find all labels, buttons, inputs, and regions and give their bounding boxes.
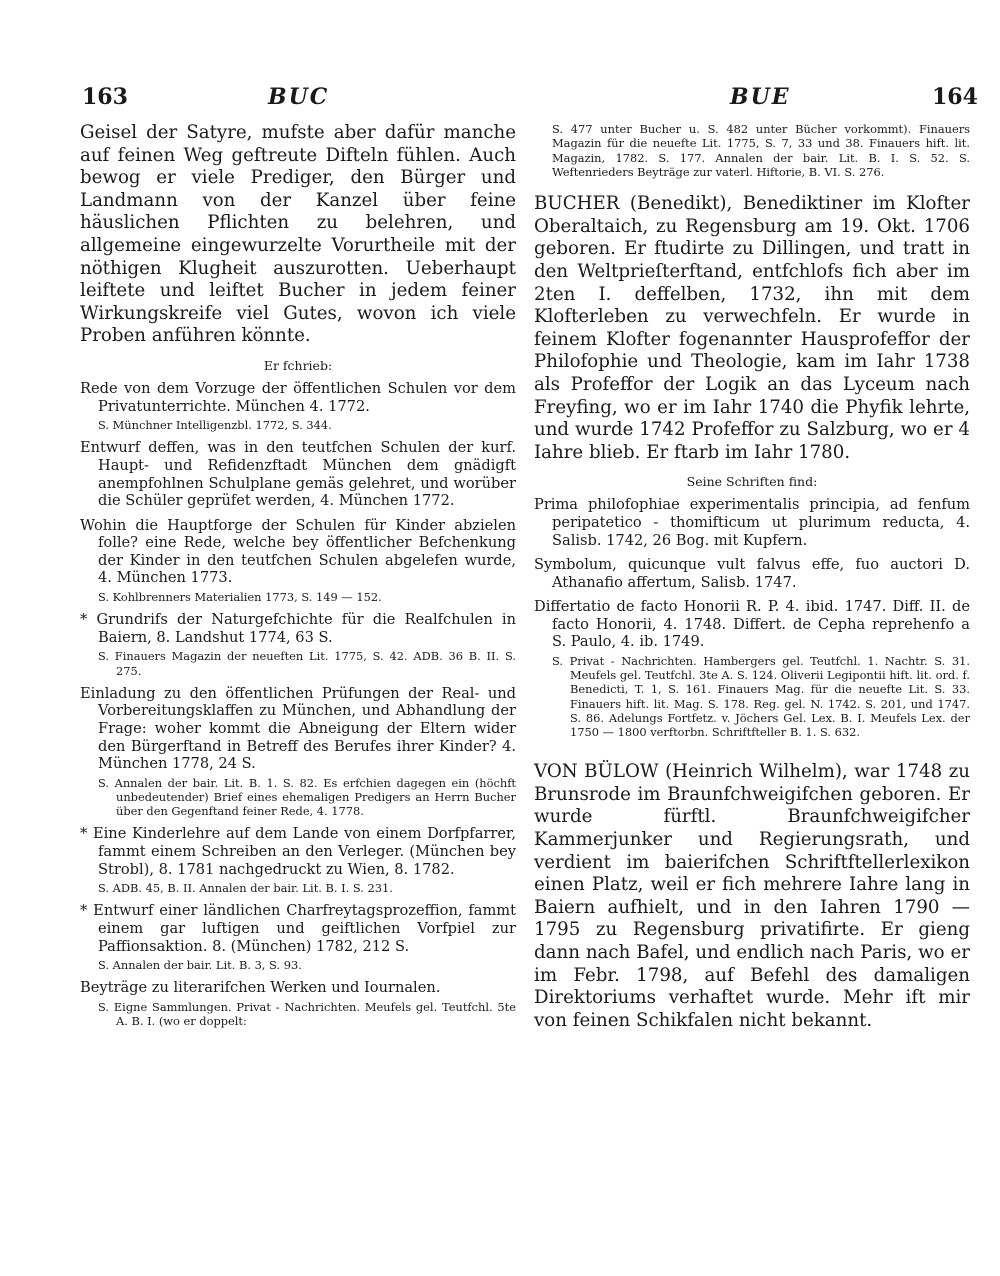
bibliography-entry: Beyträge zu literarifchen Werken und Iournalen.	[80, 979, 441, 997]
works-subheading: Er fchrieb:	[263, 357, 333, 373]
reference-note: S. Finauers Magazin der neueften Lit. 1775, S. 42. ADB. 36 B. II. S. 275.	[98, 649, 516, 678]
running-head-right: BUE	[730, 84, 791, 110]
bibliography-entry: Entwurf deffen, was in den teutfchen Schulen der kurf. Haupt- und Refidenzftadt München dem gnädigft anempfohlnen Schulplane gemäs gelehret, und worüber die Schüler geprüfet werden, 4. München 1772.	[80, 439, 516, 510]
reference-note: S. Eigne Sammlungen. Privat - Nachrichten. Meufels gel. Teutfchl. 5te A. B. I. (wo er doppelt:	[98, 1000, 516, 1029]
bibliography-entry: Prima philofophiae experimentalis principia, ad fenfum peripatetico - thomifticum ut plurimum reducta, 4. Salisb. 1742, 26 Bog. mit Kupfern.	[534, 496, 970, 549]
bibliography-entry: Wohin die Hauptforge der Schulen für Kinder abzielen folle? eine Rede, welche bey öffentlicher Befchenkung der Kinder in den teutfchen Schulen abgelefen wurde, 4. München 1773.	[80, 516, 516, 587]
reference-note: S. Annalen der bair. Lit. B. 3, S. 93.	[98, 958, 302, 973]
bibliography-entry: Symbolum, quicunque vult falvus effe, fuo auctori D. Athanafio affertum, Salisb. 1747.	[534, 556, 970, 591]
bibliography-entry: Rede von dem Vorzuge der öffentlichen Schulen vor dem Privatunterrichte. München 4. 1772.	[80, 379, 516, 415]
reference-note: S. Annalen der bair. Lit. B. 1. S. 82. Es erfchien dagegen ein (höchft unbedeutender) Brief eines ehemaligen Predigers an Herrn Bucher über den Gegenftand feiner Rede, 4. 1778.	[98, 775, 516, 819]
right-column	[534, 122, 970, 1032]
reference-note: S. Privat - Nachrichten. Hambergers gel. Teutfchl. 1. Nachtr. S. 31. Meufels gel. Teutfchl. 3te A. S. 124. Oliverii Legipontii hift. lit. ord. f. Benedicti, T. 1, S. 161. Finauers Mag. für die neuefte Lit. S. 33. Finauers hift. lit. Mag. S. 178. Reg. gel. N. 1742. S. 201, und 1747. S. 86. Adelungs Fortfetz. v. Jöchers Gel. Lex. B. I. Meufels Lex. der 1750 — 1800 verftorbn. Schriftfteller B. 1. S. 632.	[552, 654, 970, 740]
biography-bucher-benedikt: BUCHER (Benedikt), Benediktiner im Klofter Oberaltaich, zu Regensburg am 19. Okt. 1706 geboren. Er ftudirte zu Dillingen, und tratt in den Weltprieſterftand, entfchlofs fich aber im 2ten I. deffelben, 1732, ihn mit dem Klofterleben zu verwechfeln. Er wurde in feinem Klofter fogenannter Hausprofeffor der Philofophie und Theologie, kam im Iahr 1738 als Profeffor der Logik an das Lyceum nach Freyfing, wo er im Iahr 1740 die Phyfik lehrte, und wurde 1742 Profeffor zu Salzburg, wo er 4 Iahre blieb. Er ftarb im Iahr 1780.	[534, 193, 970, 463]
bibliography-entry: * Grundrifs der Naturgefchichte für die Realfchulen in Baiern, 8. Landshut 1774, 63 S.	[80, 611, 516, 646]
biography-von-buelow: VON BÜLOW (Heinrich Wilhelm), war 1748 zu Brunsrode im Braunfchweigifchen geboren. Er wurde fürftl. Braunfchweigifcher Kammerjunker und Regierungsrath, und verdient im baierifchen Schriftftellerlexikon einen Platz, weil er fich mehrere Iahre lang in Baiern aufhielt, und in den Iahren 1790 — 1795 zu Regensburg privatifirte. Er gieng dann nach Bafel, und endlich nach Paris, wo er im Febr. 1798, auf Befehl des damaligen Direktoriums verhaftet wurde. Mehr ift mir von feinen Schikfalen nicht bekannt.	[534, 761, 970, 1031]
bio-continuation: Geisel der Satyre, mufste aber dafür manche auf feinen Weg geftreute Difteln fühlen. Auch bewog er viele Prediger, den Bürger und Landmann von der Kanzel über feine häuslichen Pflichten zu belehren, und allgemeine eingewurzelte Vorurtheile mit der nöthigen Klugheit auszurotten. Ueberhaupt leiftete und leiftet Bucher in jedem feiner Wirkungskreife viel Gutes, wovon ich viele Proben anführen könnte.	[80, 122, 516, 347]
works-subheading: Seine Schriften find:	[686, 474, 818, 490]
reference-note-continuation: S. 477 unter Bucher u. S. 482 unter Bücher vorkommt). Finauers Magazin für die neuefte Lit. 1775, S. 7, 33 und 38. Finauers hift. lit. Magazin, 1782. S. 177. Annalen der bair. Lit. B. I. S. 52. S. Weftenrieders Beyträge zur vaterl. Hiftorie, B. VI. S. 276.	[552, 122, 970, 179]
page-number-right: 164	[932, 84, 978, 110]
bibliography-entry: * Entwurf einer ländlichen Charfreytagsprozeffion, fammt einem gar luftigen und geiftlichen Vorfpiel zur Paffionsaktion. 8. (München) 1782, 212 S.	[80, 902, 516, 955]
reference-note: S. ADB. 45, B. II. Annalen der bair. Lit. B. I. S. 231.	[98, 881, 393, 896]
bibliography-entry: Differtatio de facto Honorii R. P. 4. ibid. 1747. Diff. II. de facto Honorii, 4. 1748. Differt. de Cepha reprehenfo a S. Paulo, 4. ib. 1749.	[534, 598, 970, 651]
bibliography-entry: Einladung zu den öffentlichen Prüfungen der Real- und Vorbereitungsklaffen zu München, und Abhandlung der Frage: woher kommt die Abneigung der Eltern wider den Bürgerftand in Betreff des Berufes ihrer Kinder? 4. München 1778, 24 S.	[80, 684, 516, 773]
bibliography-entry: * Eine Kinderlehre auf dem Lande von einem Dorfpfarrer, fammt einem Schreiben an den Verleger. (München bey Strobl), 8. 1781 nachgedruckt zu Wien, 8. 1782.	[80, 825, 516, 878]
left-column	[80, 122, 516, 1028]
running-head-left: BUC	[268, 84, 330, 110]
reference-note: S. Münchner Intelligenzbl. 1772, S. 344.	[98, 418, 332, 433]
page-number-left: 163	[82, 84, 128, 110]
reference-note: S. Kohlbrenners Materialien 1773, S. 149 — 152.	[98, 590, 382, 605]
